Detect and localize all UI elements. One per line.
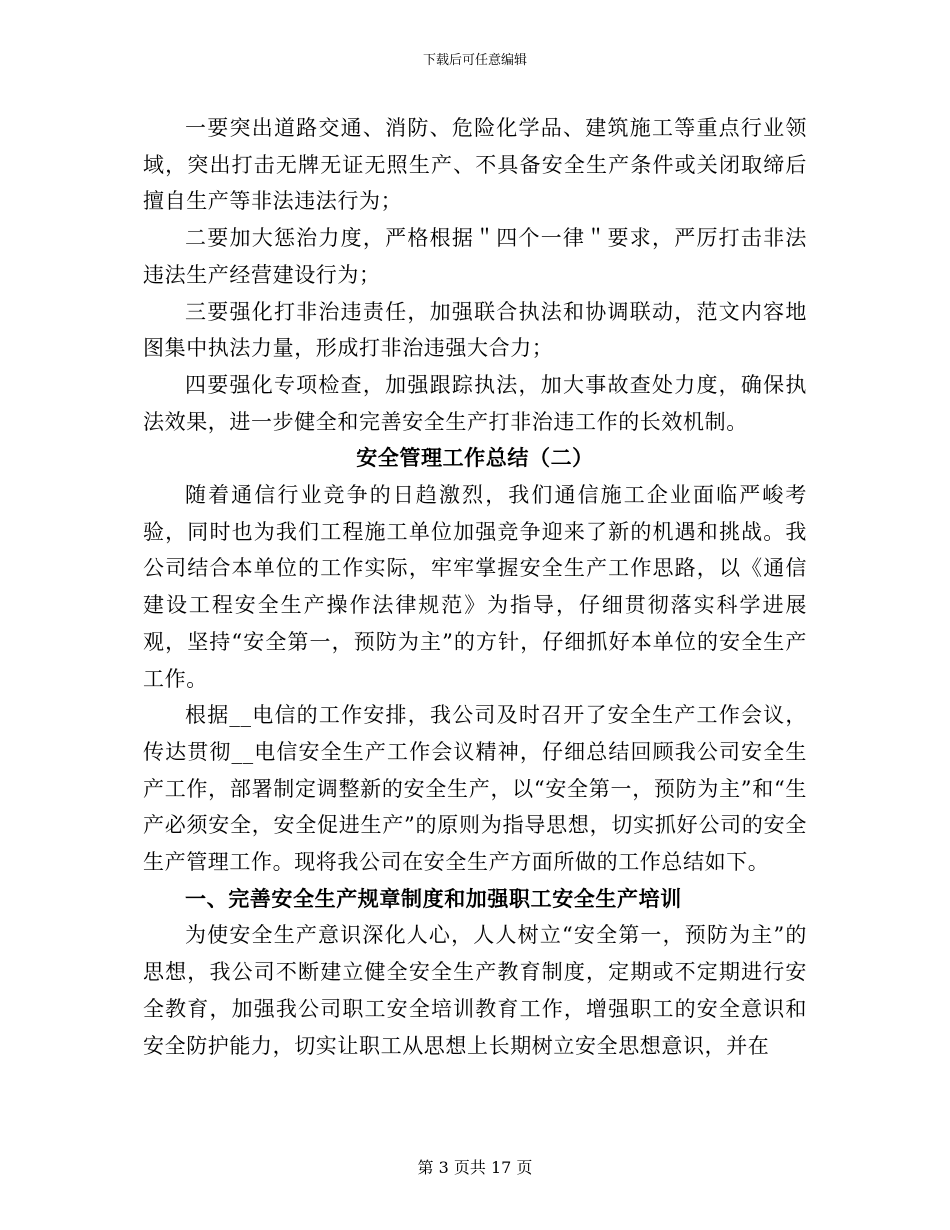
- section-title: 安全管理工作总结（二）: [356, 445, 594, 471]
- paragraph-1: 一要突出道路交通、消防、危险化学品、建筑施工等重点行业领域，突出打击无牌无证无照生产、不具备安全生产条件或关闭取缔后擅自生产等非法违法行为；: [143, 116, 807, 214]
- paragraph-2: 二要加大惩治力度，严格根据＂四个一律＂要求，严厉打击非法违法生产经营建设行为；: [143, 226, 807, 287]
- paragraph-6: 根据__电信的工作安排，我公司及时召开了安全生产工作会议，传达贯彻__电信安全生产工作会议精神，仔细总结回顾我公司安全生产工作，部署制定调整新的安全生产，以“安全第一，预防为主”和“生产必须安全，安全促进生产”的原则为指导思想，切实抓好公司的安全生产管理工作。现将我公司在安全生产方面所做的工作总结如下。: [143, 703, 807, 875]
- section-heading-1: 一、完善安全生产规章制度和加强职工安全生产培训: [185, 885, 682, 911]
- document-body: [143, 110, 807, 1064]
- page-header: 下载后可任意编辑: [422, 53, 527, 68]
- paragraph-5: 随着通信行业竞争的日趋激烈，我们通信施工企业面临严峻考验，同时也为我们工程施工单位加强竞争迎来了新的机遇和挑战。我公司结合本单位的工作实际，牢牢掌握安全生产工作思路，以《通信建设工程安全生产操作法律规范》为指导，仔细贯彻落实科学进展观，坚持“安全第一，预防为主”的方针，仔细抓好本单位的安全生产工作。: [143, 483, 807, 691]
- page-number: 第 3 页共 17 页: [417, 1158, 533, 1177]
- paragraph-3: 三要强化打非治违责任，加强联合执法和协调联动，范文内容地图集中执法力量，形成打非治违强大合力；: [143, 299, 807, 361]
- paragraph-7: 为使安全生产意识深化人心，人人树立“安全第一，预防为主”的思想，我公司不断建立健全安全生产教育制度，定期或不定期进行安全教育，加强我公司职工安全培训教育工作，增强职工的安全意识和安全防护能力，切实让职工从思想上长期树立安全思想意识，并在: [143, 923, 807, 1058]
- paragraph-4: 四要强化专项检查，加强跟踪执法，加大事故查处力度，确保执法效果，进一步健全和完善安全生产打非治违工作的长效机制。: [143, 372, 807, 434]
